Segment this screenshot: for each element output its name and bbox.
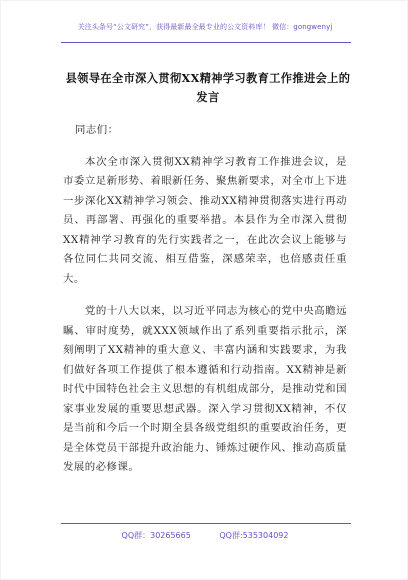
footer-divider — [61, 523, 351, 524]
document-body — [63, 121, 347, 491]
paragraph: 党的十八大以来，以习近平同志为核心的党中央高瞻远瞩、审时度势，就XXX领域作出了系列重要指示批示，深刻阐明了XX精神的重大意义、丰富内涵和实践要求，为我们做好各项工作提供了根本遵循和行动指南。XX精神是新时代中国特色社会主义思想的有机组成部分，是推动党和国家事业发展的重要思想武器。深入学习贯彻XX精神，不仅是当前和今后一个时期全县各级党组织的重要政治任务，更是全体党员干部提升政治能力、锤炼过硬作风、推动高质量发展的必修课。 — [63, 305, 347, 473]
footer-qq-group-2: QQ群:535304092 — [219, 531, 289, 540]
page-title: 县领导在全市深入贯彻XX精神学习教育工作推进会上的发言 — [65, 71, 351, 104]
paragraph: 本次全市深入贯彻XX精神学习教育工作推进会议，是市委立足新形势、着眼新任务、聚焦新要求，对全市上下进一步深化XX精神学习领会、推动XX精神贯彻落实进行再动员、再部署、再强化的重要举措。本县作为全市深入贯彻XX精神学习教育的先行实践者之一，在此次会议上能够与各位同仁共同交流、相互借鉴，深感荣幸，也倍感责任重大。 — [63, 155, 347, 285]
header-note: 关注头条号“公文研究”，获得最新最全最专业的公文资料库！ 微信：gongwenyj — [77, 23, 333, 31]
footer — [1, 530, 408, 541]
footer-qq-group-1: QQ群：30265665 — [121, 531, 191, 540]
salutation: 同志们： — [75, 124, 119, 136]
header-divider — [61, 42, 351, 43]
